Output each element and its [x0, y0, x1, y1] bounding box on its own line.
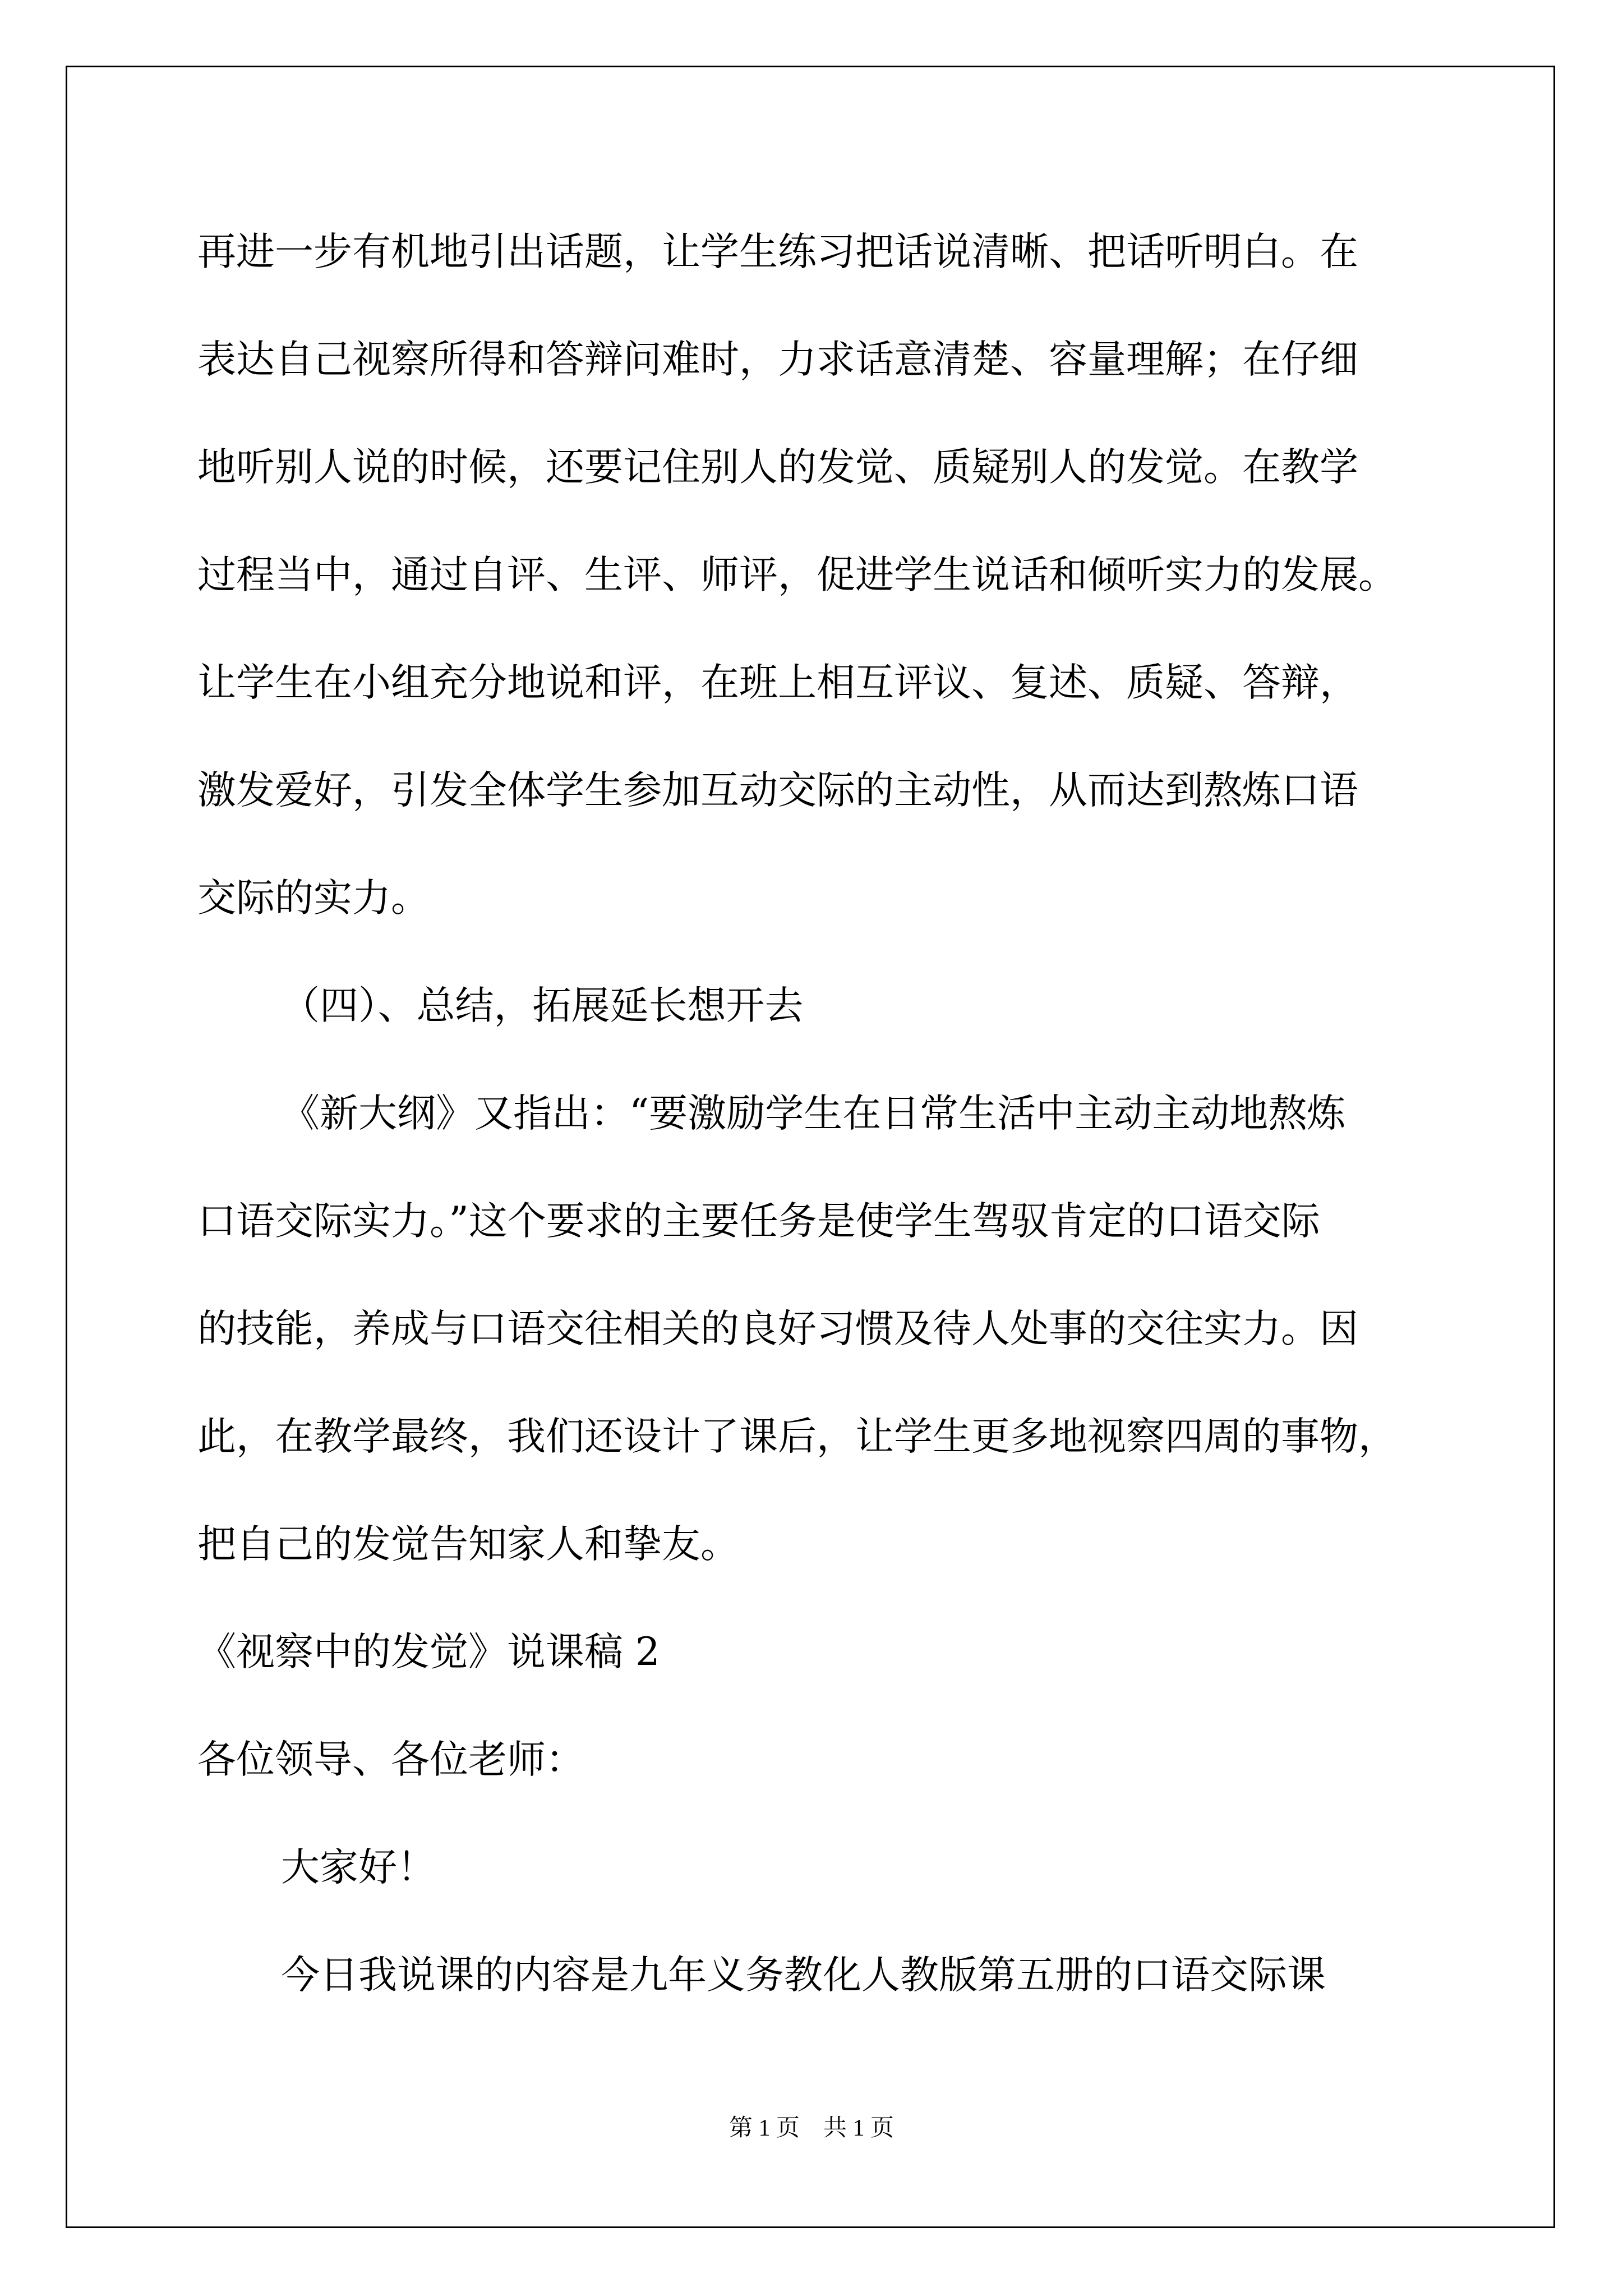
salutation: 各位领导、各位老师： [197, 1737, 584, 1782]
section-heading: （四）、总结，拓展延长想开去 [281, 983, 804, 1028]
text-line: 《新大纲》又指出：“要激励学生在日常生活中主动主动地熬炼 [281, 1091, 1346, 1136]
page-border [66, 66, 1555, 2228]
text-line: 再进一步有机地引出话题，让学生练习把话说清晰、把话听明白。在 [197, 229, 1358, 274]
text-line: 今日我说课的内容是九年义务教化人教版第五册的口语交际课 [281, 1953, 1326, 1998]
text-line: 此，在教学最终，我们还设计了课后，让学生更多地视察四周的事物， [197, 1414, 1397, 1459]
text-line: 口语交际实力。”这个要求的主要任务是使学生驾驭肯定的口语交际 [197, 1199, 1320, 1244]
text-line: 交际的实力。 [197, 876, 430, 921]
page-footer: 第 1 页 共 1 页 [728, 2115, 894, 2141]
text-line: 激发爱好，引发全体学生参加互动交际的主动性，从而达到熬炼口语 [197, 768, 1358, 813]
text-line: 让学生在小组充分地说和评，在班上相互评议、复述、质疑、答辩， [197, 660, 1358, 705]
greeting: 大家好！ [281, 1845, 436, 1890]
text-line: 把自己的发觉告知家人和挚友。 [197, 1522, 739, 1567]
document-title: 《视察中的发觉》说课稿 2 [197, 1630, 660, 1674]
text-line: 过程当中，通过自评、生评、师评，促进学生说话和倾听实力的发展。 [197, 553, 1397, 597]
text-line: 表达自己视察所得和答辩问难时，力求话意清楚、容量理解；在仔细 [197, 337, 1358, 382]
text-line: 的技能，养成与口语交往相关的良好习惯及待人处事的交往实力。因 [197, 1306, 1358, 1351]
text-line: 地听别人说的时候，还要记住别人的发觉、质疑别人的发觉。在教学 [197, 445, 1358, 490]
